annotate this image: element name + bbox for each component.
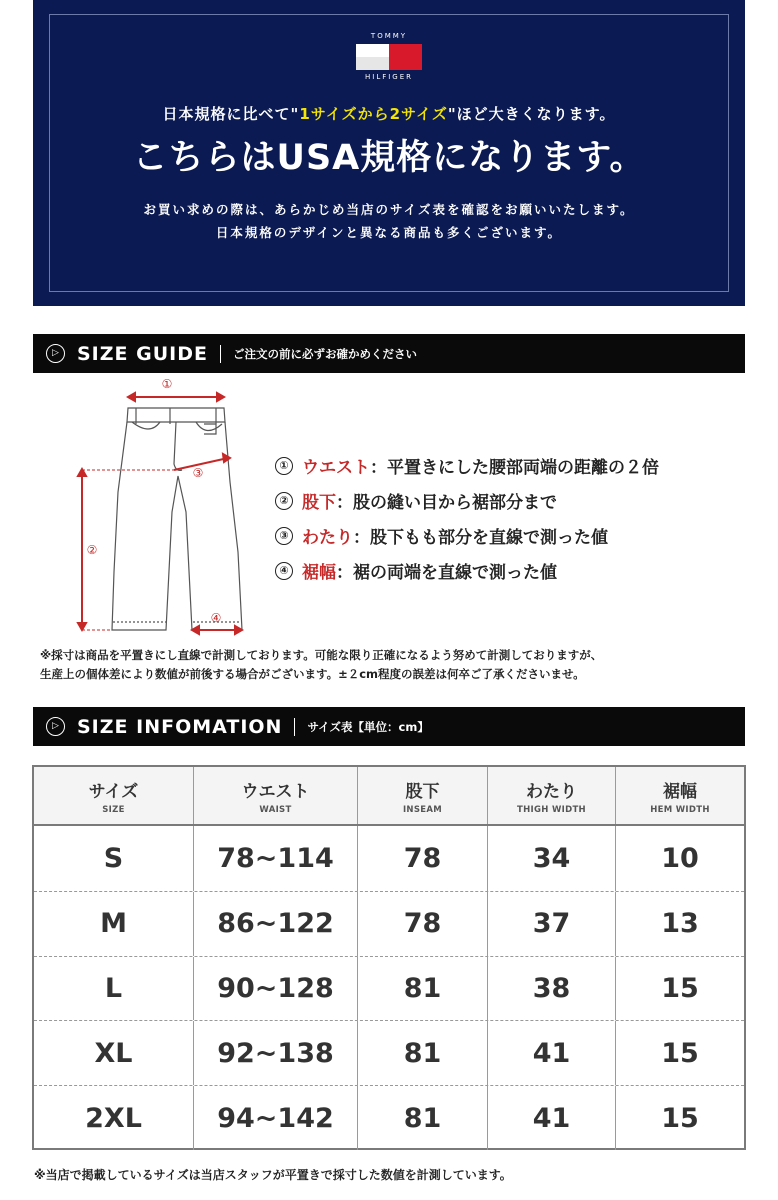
cell-hem-width: 15: [661, 1037, 699, 1069]
cell-inseam: 81: [403, 1037, 442, 1069]
cell-inseam: 81: [403, 1102, 442, 1134]
table-row: [34, 1085, 744, 1150]
cell-waist: 92~138: [217, 1037, 334, 1069]
cell-hem-width: 15: [661, 972, 699, 1004]
header-divider: [294, 718, 295, 736]
legend-item-waist: ① ウエスト ：平置きにした腰部両端の距離の２倍: [275, 448, 745, 483]
size-guide-header: [33, 334, 745, 373]
banner-highlight: 1サイズから2サイズ: [299, 105, 448, 123]
cell-thigh-width: 41: [532, 1037, 571, 1069]
flag-icon: [356, 44, 422, 70]
size-guide-subtitle: ご注文の前に必ずお確かめください: [232, 346, 417, 361]
cell-size: 2XL: [85, 1102, 142, 1134]
legend-item-inseam: ② 股下 ：股の縫い目から裾部分まで: [275, 483, 745, 518]
chevron-right-circle-icon: ▷: [46, 717, 65, 736]
cell-inseam: 81: [403, 972, 442, 1004]
header-waist: ウエスト WAIST: [194, 767, 358, 824]
legend-item-hem: ④ 裾幅 ：裾の両端を直線で測った値: [275, 553, 745, 588]
logo-top-text: TOMMY: [370, 32, 408, 40]
banner-subtext-2: 日本規格のデザインと異なる商品も多くございます。: [215, 225, 563, 240]
banner-headline: こちらはUSA規格になります。: [132, 138, 646, 178]
banner-subtext-1: お買い求めの際は、あらかじめ当店のサイズ表を確認をお願いいたします。: [143, 202, 635, 217]
cell-waist: 86~122: [217, 908, 334, 940]
size-info-header: [33, 707, 745, 746]
cell-size: XL: [94, 1037, 133, 1069]
brand-banner: [33, 0, 745, 306]
cell-hem-width: 13: [661, 908, 699, 940]
cell-thigh-width: 37: [532, 908, 571, 940]
table-header-row: [34, 767, 744, 826]
cell-size: M: [100, 908, 127, 940]
measurement-note-2: 生産上の個体差により数値が前後する場合がございます。±２cm程度の誤差は何卒ご了承くださいませ。: [40, 667, 585, 681]
size-table: [32, 765, 746, 1150]
legend-item-thigh: ③ わたり ：股下もも部分を直線で測った値: [275, 518, 745, 553]
cell-thigh-width: 38: [532, 972, 571, 1004]
diagram-label-hem: ④: [210, 611, 222, 625]
header-inseam: 股下 INSEAM: [358, 767, 488, 824]
header-divider: [220, 345, 221, 363]
measurement-note-1: ※採寸は商品を平置きにし直線で計測しております。可能な限り正確になるよう努めて計測しておりますが、: [40, 648, 603, 662]
cell-size: S: [103, 842, 124, 874]
diagram-label-thigh: ③: [192, 466, 204, 480]
jeans-measurement-diagram: [70, 372, 260, 642]
table-row: [34, 1020, 744, 1085]
cell-hem-width: 10: [661, 842, 699, 874]
table-row: [34, 891, 744, 956]
logo-bottom-text: HILFIGER: [364, 73, 414, 81]
cell-inseam: 78: [403, 842, 442, 874]
cell-hem-width: 15: [661, 1102, 699, 1134]
tommy-hilfiger-logo: [353, 32, 425, 84]
table-footnote: ※当店で掲載しているサイズは当店スタッフが平置きで採寸した数値を計測しています。: [34, 1168, 512, 1182]
table-row: [34, 956, 744, 1021]
cell-waist: 90~128: [217, 972, 334, 1004]
cell-thigh-width: 41: [532, 1102, 571, 1134]
chevron-right-circle-icon: ▷: [46, 344, 65, 363]
size-info-subtitle: サイズ表【単位：cm】: [307, 719, 429, 734]
cell-inseam: 78: [403, 908, 442, 940]
header-thigh-width: わたり THIGH WIDTH: [488, 767, 616, 824]
header-size: サイズ SIZE: [34, 767, 194, 824]
cell-thigh-width: 34: [532, 842, 571, 874]
size-info-title: SIZE INFOMATION: [77, 715, 283, 738]
header-hem-width: 裾幅 HEM WIDTH: [650, 781, 710, 815]
cell-waist: 78~114: [217, 842, 334, 874]
banner-notice-line: 日本規格に比べて"1サイズから2サイズ"ほど大きくなります。: [162, 105, 616, 123]
diagram-label-inseam: ②: [86, 543, 98, 557]
cell-waist: 94~142: [217, 1102, 334, 1134]
table-row: [34, 826, 744, 891]
measurement-legend: [275, 448, 745, 588]
cell-size: L: [104, 972, 123, 1004]
size-guide-title: SIZE GUIDE: [77, 342, 208, 365]
diagram-label-waist: ①: [161, 377, 173, 391]
